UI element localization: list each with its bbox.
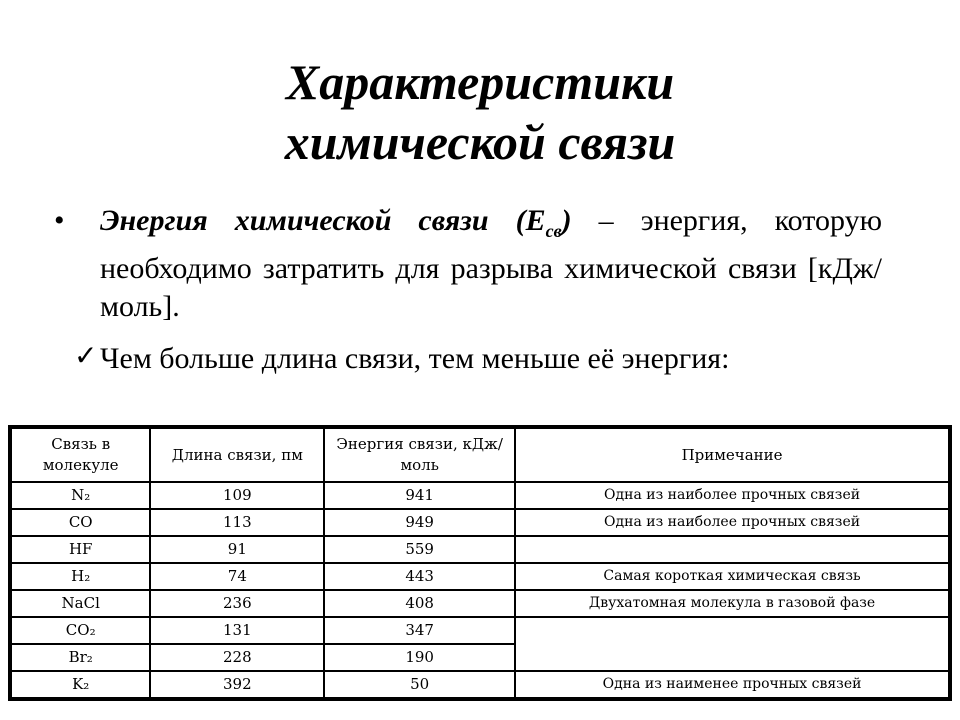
table-row <box>11 590 949 617</box>
bond-energy-definition: – энергия, которую необходимо затратить для разрыва химической связи [кДж/моль]. <box>100 204 883 323</box>
term-subscript: св <box>545 221 562 241</box>
header-energy: Энергия связи, кДж/моль <box>324 428 515 482</box>
cell-molecule: Br₂ <box>11 644 150 671</box>
cell-molecule: H₂ <box>11 563 150 590</box>
cell-note: Одна из наименее прочных связей <box>515 671 949 698</box>
bond-table-container <box>8 425 952 701</box>
header-note: Примечание <box>515 428 949 482</box>
cell-length: 131 <box>150 617 324 644</box>
cell-molecule: K₂ <box>11 671 150 698</box>
cell-molecule: HF <box>11 536 150 563</box>
cell-energy: 443 <box>324 563 515 590</box>
table-header-row <box>11 428 949 482</box>
cell-length: 109 <box>150 482 324 509</box>
table-row <box>11 617 949 644</box>
header-length: Длина связи, пм <box>150 428 324 482</box>
cell-length: 74 <box>150 563 324 590</box>
cell-energy: 347 <box>324 617 515 644</box>
cell-note: Двухатомная молекула в газовой фазе <box>515 590 949 617</box>
table-row <box>11 536 949 563</box>
bullet-bond-energy <box>54 202 883 326</box>
cell-energy: 941 <box>324 482 515 509</box>
cell-molecule: CO₂ <box>11 617 150 644</box>
cell-energy: 559 <box>324 536 515 563</box>
cell-energy: 50 <box>324 671 515 698</box>
bond-table <box>8 425 952 701</box>
cell-length: 392 <box>150 671 324 698</box>
cell-length: 91 <box>150 536 324 563</box>
bullet-length-energy <box>76 340 882 378</box>
bullet-text: Чем больше длина связи, тем меньше её энергия: <box>100 342 730 375</box>
bullet-marker: • <box>54 204 65 237</box>
cell-note <box>515 644 949 671</box>
cell-length: 113 <box>150 509 324 536</box>
cell-length: 236 <box>150 590 324 617</box>
cell-note: Одна из наиболее прочных связей <box>515 509 949 536</box>
cell-note <box>515 617 949 644</box>
cell-note <box>515 536 949 563</box>
table-row <box>11 671 949 698</box>
bullet-text <box>76 202 882 326</box>
cell-molecule: CO <box>11 509 150 536</box>
cell-energy: 408 <box>324 590 515 617</box>
cell-molecule: N₂ <box>11 482 150 509</box>
cell-molecule: NaCl <box>11 590 150 617</box>
bond-energy-term: Энергия химической связи $(Е_{св})$ <box>100 204 572 241</box>
table-row <box>11 482 949 509</box>
cell-energy: 949 <box>324 509 515 536</box>
table-row <box>11 563 949 590</box>
cell-energy: 190 <box>324 644 515 671</box>
cell-note: Одна из наиболее прочных связей <box>515 482 949 509</box>
title-line-1: Характеристики <box>285 54 675 110</box>
slide-title <box>0 52 960 172</box>
title-line-2: химической связи <box>284 114 676 170</box>
header-molecule: Связь в молекуле <box>11 428 150 482</box>
cell-note: Самая короткая химическая связь <box>515 563 949 590</box>
table-row <box>11 644 949 671</box>
checkmark-icon: ✓ <box>74 341 98 372</box>
table-row <box>11 509 949 536</box>
cell-length: 228 <box>150 644 324 671</box>
